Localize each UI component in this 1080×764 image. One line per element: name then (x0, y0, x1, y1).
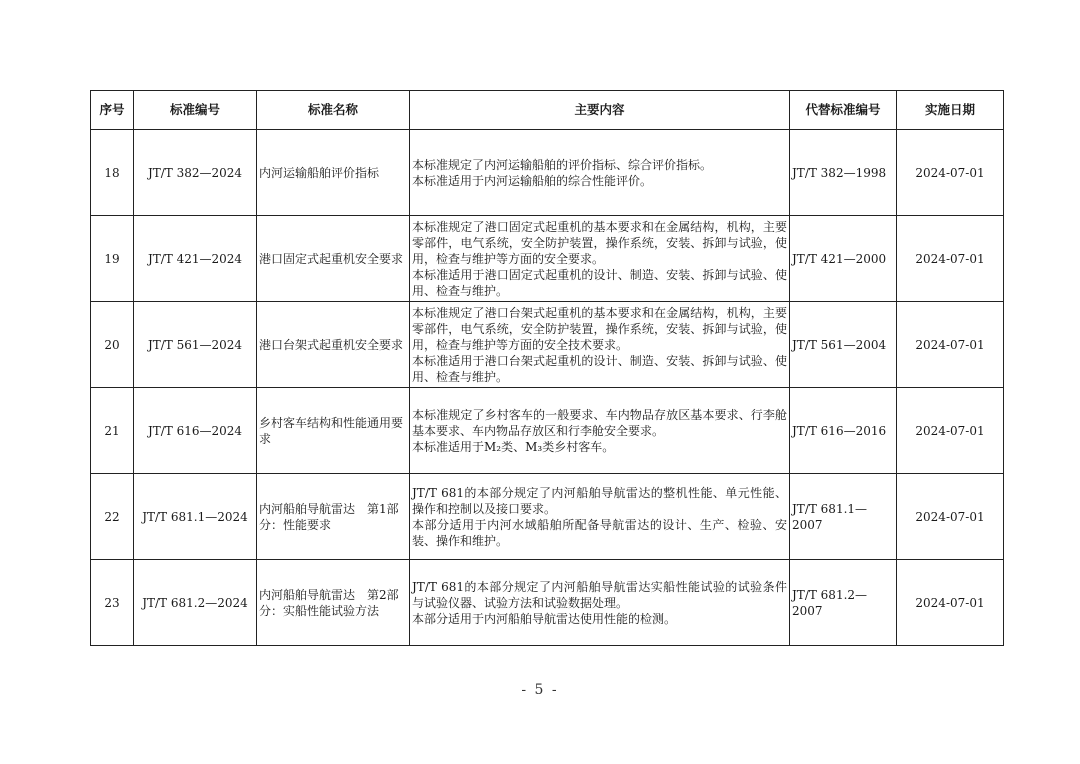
content-line: JT/T 681的本部分规定了内河船舶导航雷达实船性能试验的试验条件与试验仪器、试验方法和试验数据处理。 (412, 579, 787, 610)
table-row (91, 474, 1004, 560)
cell-replaces: JT/T 681.2—2007 (790, 560, 897, 646)
table-row (91, 216, 1004, 302)
cell-replaces: JT/T 421—2000 (790, 216, 897, 302)
cell-no: 19 (91, 216, 134, 302)
content-line: 本部分适用于内河水域船舶所配备导航雷达的设计、生产、检验、安装、操作和维护。 (412, 517, 787, 548)
cell-date: 2024-07-01 (897, 130, 1004, 216)
cell-code: JT/T 382—2024 (134, 130, 257, 216)
header-date: 实施日期 (897, 91, 1004, 130)
cell-name: 港口固定式起重机安全要求 (257, 216, 410, 302)
cell-replaces: JT/T 561—2004 (790, 302, 897, 388)
cell-content (410, 130, 790, 216)
content-line: 本标准规定了港口固定式起重机的基本要求和在金属结构，机构，主要零部件，电气系统，安全防护装置，操作系统，安装、拆卸与试验，使用，检查与维护等方面的安全要求。 (412, 219, 787, 266)
cell-code: JT/T 561—2024 (134, 302, 257, 388)
standards-table (90, 90, 1004, 646)
cell-name: 内河船舶导航雷达 第1部分：性能要求 (257, 474, 410, 560)
cell-date: 2024-07-01 (897, 302, 1004, 388)
cell-code: JT/T 616—2024 (134, 388, 257, 474)
cell-replaces: JT/T 681.1—2007 (790, 474, 897, 560)
content-line: 本标准适用于港口固定式起重机的设计、制造、安装、拆卸与试验、使用、检查与维护。 (412, 267, 787, 298)
content-line: 本标准规定了港口台架式起重机的基本要求和在金属结构，机构，主要零部件，电气系统，安全防护装置，操作系统，安装、拆卸与试验，使用，检查与维护等方面的安全技术要求。 (412, 305, 787, 352)
cell-date: 2024-07-01 (897, 216, 1004, 302)
content-line: 本标准规定了内河运输船舶的评价指标、综合评价指标。 (412, 157, 713, 172)
cell-no: 22 (91, 474, 134, 560)
cell-code: JT/T 681.1—2024 (134, 474, 257, 560)
cell-no: 18 (91, 130, 134, 216)
cell-content (410, 216, 790, 302)
table-header-row (91, 91, 1004, 130)
cell-content (410, 302, 790, 388)
content-line: 本标准适用于港口台架式起重机的设计、制造、安装、拆卸与试验、使用、检查与维护。 (412, 353, 787, 384)
cell-date: 2024-07-01 (897, 474, 1004, 560)
cell-replaces: JT/T 616—2016 (790, 388, 897, 474)
cell-code: JT/T 421—2024 (134, 216, 257, 302)
table-row (91, 130, 1004, 216)
table-row (91, 302, 1004, 388)
cell-date: 2024-07-01 (897, 388, 1004, 474)
cell-no: 20 (91, 302, 134, 388)
cell-name: 内河运输船舶评价指标 (257, 130, 410, 216)
content-line: 本标准适用于内河运输船舶的综合性能评价。 (412, 173, 653, 188)
header-code: 标准编号 (134, 91, 257, 130)
header-no: 序号 (91, 91, 134, 130)
cell-name: 乡村客车结构和性能通用要求 (257, 388, 410, 474)
cell-no: 23 (91, 560, 134, 646)
content-line: 本标准规定了乡村客车的一般要求、车内物品存放区基本要求、行李舱基本要求、车内物品存放区和行李舱安全要求。 (412, 407, 787, 438)
header-content: 主要内容 (410, 91, 790, 130)
cell-replaces: JT/T 382—1998 (790, 130, 897, 216)
cell-date: 2024-07-01 (897, 560, 1004, 646)
table-row (91, 560, 1004, 646)
cell-no: 21 (91, 388, 134, 474)
content-line: 本部分适用于内河船舶导航雷达使用性能的检测。 (412, 611, 677, 626)
table-row (91, 388, 1004, 474)
cell-name: 内河船舶导航雷达 第2部分：实船性能试验方法 (257, 560, 410, 646)
cell-code: JT/T 681.2—2024 (134, 560, 257, 646)
cell-content (410, 388, 790, 474)
header-replaces: 代替标准编号 (790, 91, 897, 130)
cell-content (410, 474, 790, 560)
cell-name: 港口台架式起重机安全要求 (257, 302, 410, 388)
cell-content (410, 560, 790, 646)
content-line: JT/T 681的本部分规定了内河船舶导航雷达的整机性能、单元性能、操作和控制以及接口要求。 (412, 485, 787, 516)
content-line: 本标准适用于M₂类、M₃类乡村客车。 (412, 439, 615, 454)
header-name: 标准名称 (257, 91, 410, 130)
page-number: - 5 - (521, 682, 559, 698)
